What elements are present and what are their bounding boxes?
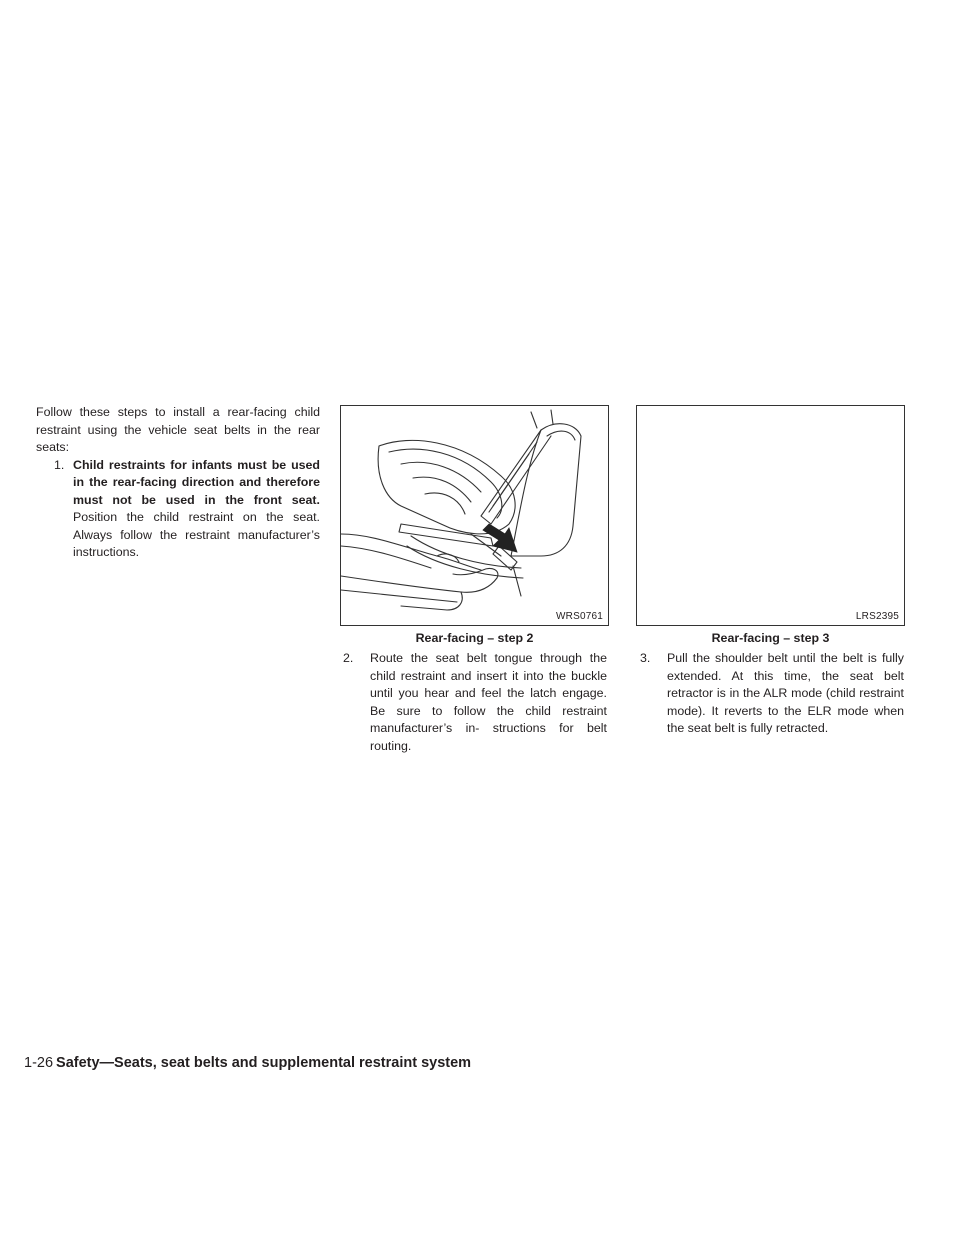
figure-caption-step-2: Rear-facing – step 2	[415, 631, 534, 645]
step-1-text: Position the child restraint on the seat. Always follow the restraint manufacturer’s instructions.	[73, 510, 320, 559]
figure-rear-facing-step-3	[636, 405, 905, 626]
intro-paragraph: Follow these steps to install a rear-facing child restraint using the vehicle seat belts in the rear seats:	[36, 405, 320, 454]
step-2-text: Route the seat belt tongue through the child restraint and insert it into the buckle until you hear and feel the latch engage. Be sure to follow the child restraint manufacturer’s in- structions for belt routing.	[370, 651, 607, 753]
step-2-number: 2.	[343, 651, 354, 665]
step-1	[36, 457, 320, 562]
figure-code: LRS2395	[855, 611, 899, 622]
step-3-text: Pull the shoulder belt until the belt is fully extended. At this time, the seat belt retractor is in the ALR mode (child restraint mode). It reverts to the ELR mode when the seat belt is fully retracted.	[667, 651, 904, 735]
step-1-warning: Child restraints for infants must be used in the rear-facing direction and therefore must not be used in the front seat.	[73, 457, 320, 507]
step-3	[640, 650, 904, 738]
figure-code: WRS0761	[556, 611, 603, 622]
figure-rear-facing-step-2	[340, 405, 609, 626]
step-3-number: 3.	[640, 651, 651, 665]
figure-caption-step-3: Rear-facing – step 3	[711, 631, 830, 645]
page-footer	[24, 1054, 471, 1072]
child-seat-belt-routing-illustration	[341, 406, 608, 625]
step-1-number: 1.	[54, 457, 65, 472]
step-2	[343, 650, 607, 755]
page-number: 1-26	[24, 1055, 54, 1071]
section-title: Safety—Seats, seat belts and supplemental restraint system	[56, 1055, 472, 1071]
left-column	[36, 404, 320, 562]
